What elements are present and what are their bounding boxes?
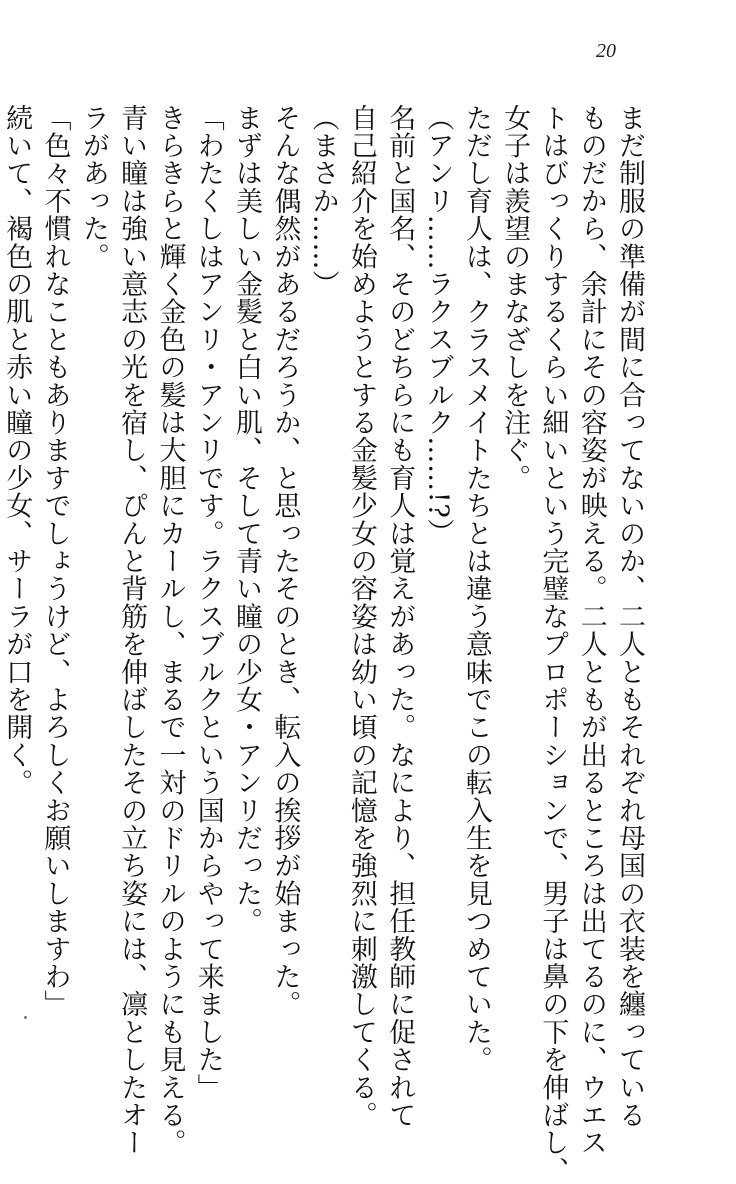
text-line-4: 女子は羨望のまなざしを注ぐ。 [499,104,531,492]
text-line-1: まだ制服の準備が間に合ってないのか、二人ともそれぞれ母国の衣装を纏っている [614,104,645,1129]
text-line-7: 名前と国名、そのどちらにも育人は覚えがあった。なにより、担任教師に促されて [384,104,416,1129]
text-line-3: トはびっくりするくらい細いという完璧なプロポーションで、男子は鼻の下を伸ばし、 [537,104,569,1184]
text-line-14: 青い瞳は強い意志の光を宿し、ぴんと背筋を伸ばしたその立ち姿には、凛としたオー [116,104,148,1157]
text-line-13: きらきらと輝く金色の髪は大胆にカールし、まるで一対のドリルのようにも見える。 [154,104,186,1157]
text-line-10: そんな偶然があるだろうか、と思ったそのとき、転入の挨拶が始まった。 [269,104,301,1019]
text-line-9: （まさか……） [307,104,339,298]
text-line-2: ものだから、余計にその容姿が映える。二人ともが出るところは出てるのに、ウエス [575,104,607,1157]
text-line-15: ラがあった。 [77,104,109,271]
body-text [1,104,648,1184]
text-line-16: 「色々不慣れなこともありますでしょうけど、よろしくお願いしますわ」 [39,104,71,1019]
text-line-11: まずは美しい金髪と白い肌、そして青い瞳の少女・アンリだった。 [231,104,263,935]
text-line-17: 続いて、褐色の肌と赤い瞳の少女、サーラが口を開く。 [1,104,33,797]
text-line-8: 自己紹介を始めようとする金髪少女の容姿は幼い頃の記憶を強烈に刺激してくる。 [345,104,377,1129]
text-line-6: （アンリ……ラクスブルク……!?） [422,104,454,547]
text-line-5: ただし育人は、クラスメイトたちとは違う意味でこの転入生を見つめていた。 [460,104,492,1074]
scan-speck [24,1016,27,1019]
text-line-12: 「わたくしはアンリ・アンリです。ラクスブルクという国からやって来ました」 [192,104,224,1102]
page-number: 20 [596,40,616,62]
